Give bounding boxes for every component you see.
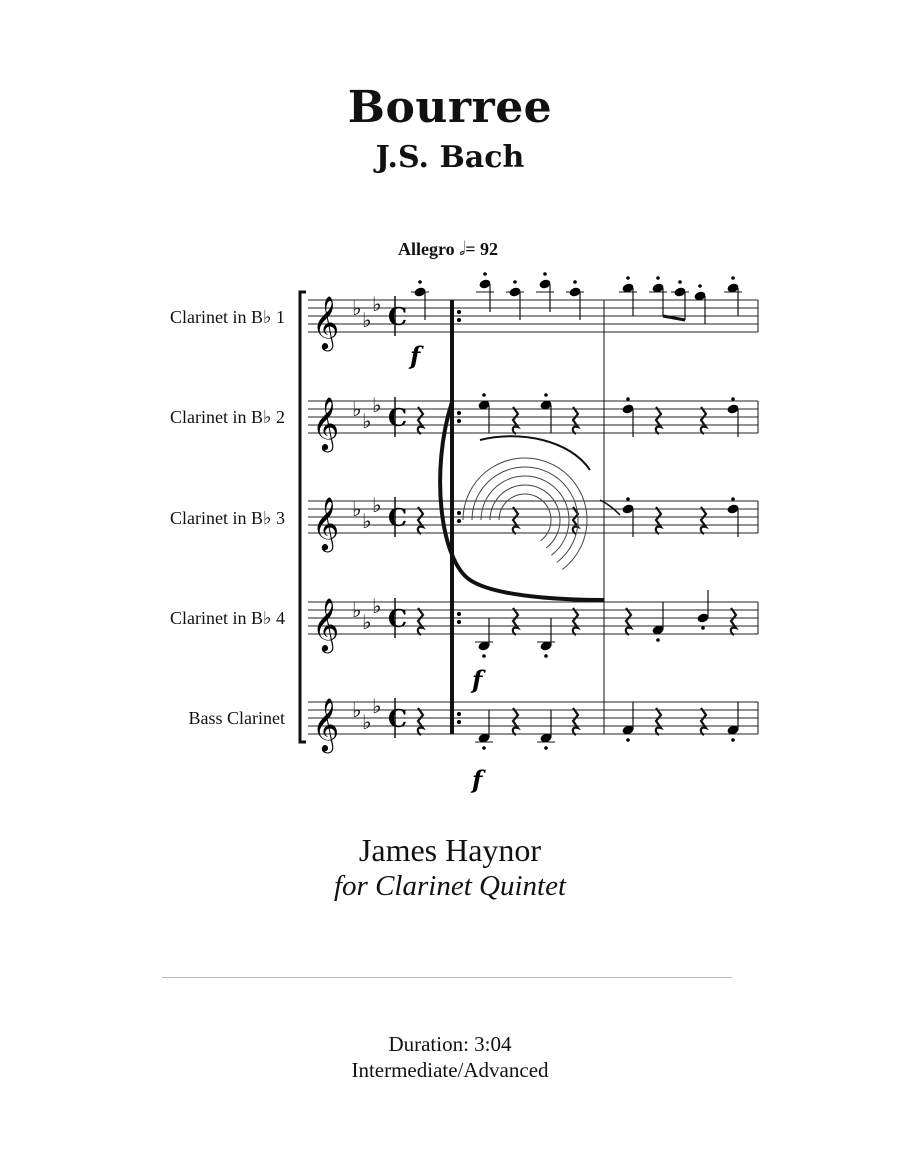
flat-icon: ♭ — [352, 698, 362, 722]
repeat-dot — [457, 411, 461, 415]
quarter-rest-icon — [701, 407, 706, 434]
quarter-rest-icon — [656, 708, 661, 735]
quarter-rest-icon — [573, 407, 578, 434]
staccato-dot — [573, 280, 577, 284]
staff — [308, 393, 758, 452]
quarter-rest-icon — [418, 407, 423, 434]
forte-dynamic: f — [410, 341, 421, 370]
flat-icon: ♭ — [372, 594, 382, 618]
swirl-line — [481, 476, 569, 555]
staff — [308, 292, 758, 351]
quarter-rest-icon — [656, 407, 661, 434]
staccato-dot — [656, 638, 660, 642]
flat-icon: ♭ — [362, 509, 372, 533]
quarter-rest-icon — [626, 608, 631, 635]
forte-dynamic: f — [472, 665, 483, 694]
flat-icon: ♭ — [372, 694, 382, 718]
flat-icon: ♭ — [362, 610, 372, 634]
staccato-dot — [544, 746, 548, 750]
staccato-dot — [626, 738, 630, 742]
swirl-line — [600, 500, 620, 515]
staccato-dot — [731, 276, 735, 280]
repeat-dot — [457, 419, 461, 423]
treble-clef-icon: 𝄞 — [312, 597, 340, 651]
staccato-dot — [482, 393, 486, 397]
repeat-dot — [457, 310, 461, 314]
staccato-dot — [656, 276, 660, 280]
treble-clef-icon: 𝄞 — [312, 295, 340, 349]
staccato-dot — [731, 397, 735, 401]
staccato-dot — [482, 746, 486, 750]
cut-time-icon: C — [388, 302, 408, 331]
staccato-dot — [483, 272, 487, 276]
piece-title: Bourree — [347, 82, 553, 133]
flat-icon: ♭ — [372, 292, 382, 316]
repeat-dot — [457, 519, 461, 523]
staff — [308, 594, 758, 653]
staccato-dot — [731, 497, 735, 501]
flat-icon: ♭ — [372, 493, 382, 517]
quarter-rest-icon — [701, 507, 706, 534]
staff — [308, 694, 758, 753]
flat-icon: ♭ — [352, 497, 362, 521]
forte-dynamic: f — [472, 765, 483, 794]
difficulty-level: Intermediate/Advanced — [351, 1058, 549, 1082]
quarter-rest-icon — [701, 708, 706, 735]
divider-line — [162, 977, 732, 978]
ensemble-subtitle: for Clarinet Quintet — [334, 870, 566, 902]
cut-time-icon: C — [388, 604, 408, 633]
cut-time-icon: C — [388, 503, 408, 532]
staff — [308, 493, 758, 552]
staff-system — [300, 272, 758, 794]
note-beam — [663, 316, 685, 320]
staccato-dot — [731, 738, 735, 742]
instrument-label-clarinet-3: Clarinet in B♭ 3 — [170, 508, 285, 528]
quarter-rest-icon — [573, 708, 578, 735]
flat-icon: ♭ — [362, 710, 372, 734]
quarter-rest-icon — [513, 708, 518, 735]
staccato-dot — [698, 284, 702, 288]
staccato-dot — [678, 280, 682, 284]
staccato-dot — [626, 276, 630, 280]
staccato-dot — [701, 626, 705, 630]
flat-icon: ♭ — [362, 409, 372, 433]
quarter-rest-icon — [573, 608, 578, 635]
flat-icon: ♭ — [352, 296, 362, 320]
staccato-dot — [626, 497, 630, 501]
quarter-rest-icon — [418, 608, 423, 635]
treble-clef-icon: 𝄞 — [312, 396, 340, 450]
quarter-rest-icon — [513, 407, 518, 434]
treble-clef-icon: 𝄞 — [312, 496, 340, 550]
system-bracket — [300, 292, 306, 742]
repeat-dot — [457, 712, 461, 716]
quarter-rest-icon — [731, 608, 736, 635]
repeat-dot — [457, 318, 461, 322]
staccato-dot — [544, 654, 548, 658]
staccato-dot — [418, 280, 422, 284]
instrument-label-clarinet-2: Clarinet in B♭ 2 — [170, 407, 285, 427]
quarter-rest-icon — [418, 507, 423, 534]
duration-text: Duration: 3:04 — [388, 1032, 512, 1056]
repeat-dot — [457, 720, 461, 724]
swirl-line — [472, 467, 578, 562]
staccato-dot — [626, 397, 630, 401]
arranger-name: James Haynor — [358, 832, 542, 868]
flat-icon: ♭ — [372, 393, 382, 417]
staccato-dot — [543, 272, 547, 276]
half-note-icon: 𝅗𝅥 — [459, 238, 466, 260]
repeat-dot — [457, 620, 461, 624]
treble-clef-icon: 𝄞 — [312, 697, 340, 751]
instrument-label-clarinet-1: Clarinet in B♭ 1 — [170, 307, 285, 327]
instrument-label-clarinet-4: Clarinet in B♭ 4 — [170, 608, 285, 628]
flat-icon: ♭ — [362, 308, 372, 332]
repeat-dot — [457, 612, 461, 616]
tempo-bpm: = 92 — [465, 239, 498, 259]
cut-time-icon: C — [388, 704, 408, 733]
flat-icon: ♭ — [352, 397, 362, 421]
flat-icon: ♭ — [352, 598, 362, 622]
cut-time-icon: C — [388, 403, 408, 432]
quarter-rest-icon — [513, 507, 518, 534]
staccato-dot — [513, 280, 517, 284]
quarter-rest-icon — [418, 708, 423, 735]
quarter-rest-icon — [513, 608, 518, 635]
staccato-dot — [544, 393, 548, 397]
tempo-word: Allegro — [398, 239, 455, 259]
instrument-label-bass-clarinet: Bass Clarinet — [188, 708, 285, 728]
staccato-dot — [482, 654, 486, 658]
composer-name: J.S. Bach — [375, 140, 525, 175]
quarter-rest-icon — [656, 507, 661, 534]
repeat-dot — [457, 511, 461, 515]
